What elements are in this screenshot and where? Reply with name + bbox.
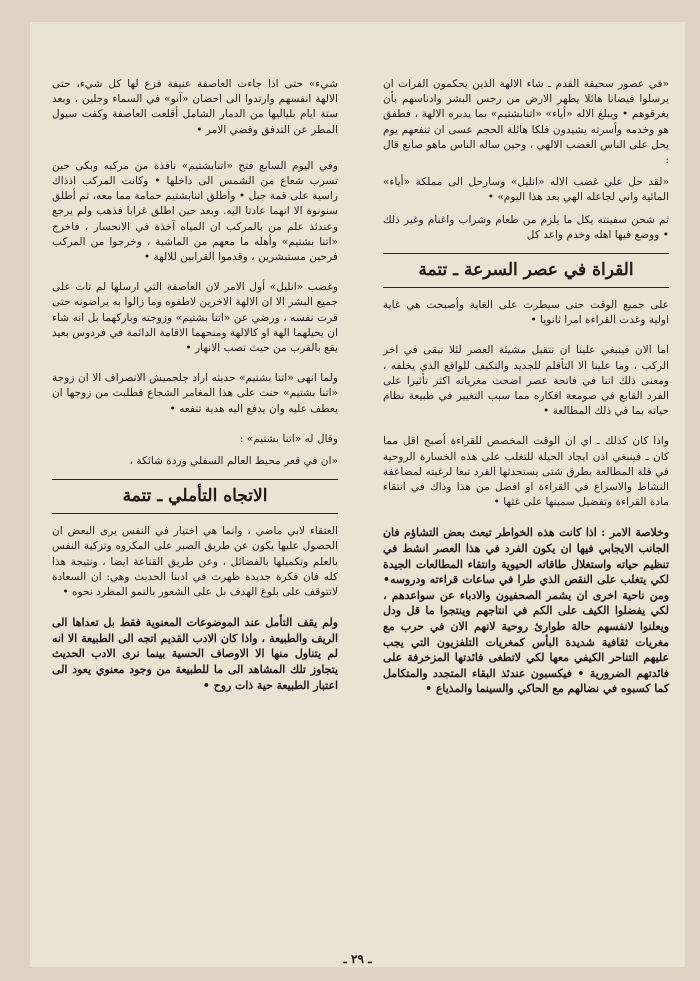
left-paragraph-bold: ولم يقف التأمل عند الموضوعات المعنوية فقط بل تعداها الى الريف والطبيعة ، واذا كان الادب القديم اتجه الى الطبيعة الا انه لم يتناول منها الا الاوصاف الحسية بينما نرى الادب الحديث يتجاوز تلك المشاهد الى ما للطبيعة من وجود معنوي يعود الى اعتبار الطبيعة حية ذات روح •	[52, 616, 338, 692]
right-paragraph: ثم شحن سفينته بكل ما يلزم من طعام وشراب واغنام وغير ذلك • ووضع فيها اهله وخدم واعد كل	[383, 213, 669, 241]
left-paragraph: وغضب «انليل» أول الامر لان العاصفة التي ارسلها لم تات على جميع البشر الا ان الالهة الاخرين لاطفوه وما زالوا به يراضونه حتى قرت نفسه ، ورضي عن «اتنا بشتيم» وزوجته وباركهما بل انه شاء ان يحيلهما الهة او كالالهة ومنحهما الاقامة الدائمة في فردوس بعيد يقع بالقرب من حيث تصب الانهار •	[52, 281, 338, 355]
right-paragraph: اما الان فينبغي علينا ان نتقبل مشيئة العصر لئلا نبقى في اخر الركب ، وما علينا الا التأقلم للجديد والتكيف للواقع الذي يخلفه ، ومعنى ذلك اننا في فاتحة عصر اضحت مغرياته اكثر تأثيرا على الفرد القابع في صومعة افكاره مما سبب التغيير في طبيعة نظام حياته بما في ذلك المطالعة •	[383, 344, 669, 418]
left-paragraph: «ان في قعر محيط العالم السفلي وردة شائكة ،	[129, 455, 338, 468]
right-column	[383, 77, 669, 702]
left-paragraph: وقال له «اتنا بشتيم» :	[239, 432, 338, 445]
page-number: ـ ٢٩ ـ	[343, 952, 372, 966]
section-heading-reading-speed: القراة في عصر السرعة ـ تتمة	[383, 253, 669, 288]
left-paragraph: شيء» حتى اذا جاءت العاصفة عنيفة فزع لها كل شيء، حتى الالهة انفسهم وارتدوا الى احضان «آنو» في السماء وجلين ، وبعد ستة ايام بلياليها من الدمار الشامل أقلعت العاصفة وكفت سيول المطر عن التدفق وقضي الامر •	[52, 78, 338, 136]
magazine-page	[30, 22, 685, 967]
section-heading-contemplative: الاتجاه التأملي ـ تتمة	[52, 479, 338, 514]
left-paragraph: ولما انهى «اتنا بشتيم» حديثه اراد جلجميش الانصراف الا ان زوجة «اتنا بشتيم» حنت على هذا المغامر الشجاع فطلبت من زوجها ان يعطف عليه وان يدفع اليه هدية تنفعه •	[52, 372, 338, 415]
right-paragraph-conclusion: وخلاصة الامر : اذا كانت هذه الخواطر تبعث بعض التشاؤم فان الجانب الايجابي فيها ان يكون الفرد في هذا العصر انشط في تنظيم حياته واستغلال طاقاته الحيوية وانتقاء المطالعات الجيدة لكي يتغلب على النقص الذي طرا في ساعات قراءته ودروسه• ومن ناحية اخرى ان يشمر الصحفيون والادباء عن سواعدهم ، لكي يفضلوا الكيف على الكم في انتاجهم وينتجوا ما قل ودل ويعلنوا لانفسهم حالة طوارئ روحية لانهم الان في حرب مع مغريات ثقافية شديدة البأس كمغريات التلفزيون التي يجب عليهم التناحر الكيفي معها لكي لاتطغى فائدتها المزخرفة على فائدتهم الضرورية • فيكسبون عندئذ البقاء المتجدد والمتكامل كما كسبوه في نضالهم مع الحاكي والسينما والمذياع •	[383, 526, 669, 696]
right-paragraph: واذا كان كذلك ـ اي ان الوقت المخصص للقراءة أصبح اقل مما كان ـ فينبغي اذن ايجاد الحيلة للتغلب على هذه الخسارة الروحية في قلة المطالعة بطرق شتى يستحدثها الفرد تبعا لرغبته لمضاعفة النشاط والاسراع في القراءة او افضل من هذا وذاك في انتقاء مادة القراءة وتفضيل سمينها على غثها •	[383, 435, 669, 509]
right-paragraph: على جميع الوقت حتى سيطرت على الغاية وأصبحت هي غاية اولية وغدت القراءة امرا ثانويا •	[383, 299, 669, 327]
right-paragraph: «لقد حل علي غضب الاله «انليل» وسارحل الى مملكة «أياء» المائية واني لجاعله الهي بعد هذا اليوم» •	[383, 176, 669, 204]
left-column	[52, 77, 338, 698]
left-paragraph: وفي اليوم السابع فتح «اتنابشتيم» نافذة من مركبه وبكى حين تسرب شعاع من الشمس الى داخلها • وكانت المركب اذذاك راسية على قمة جبل • واطلق اتنابشتيم حمامة مما معه، ثم أطلق سنونوة الا انهما عادتا اليه. وبعد حين اطلق غرابا فذهب ولم يرجع وعندئذ علم من بالمركب ان المياه آخذة في الانحسار ، فاخرج «اتنا بشتيم» وأهله ما معهم من الماشية ، وخرجوا من المركب فرحين مستبشرين ، وقدموا القرابين للالهة •	[52, 159, 338, 264]
left-paragraph: العتقاء لابي ماضي ، وانما هي اختيار في النفس يرى البعض ان الحصول عليها يكون عن طريق الصبر على المكروه وتزكية النفس بالعلم وتكميلها بالفضائل ، وعن طريق القناعة ايضا ، ونتيجة هذا كله فان فكرة جديدة ظهرت في ادبنا الحديث وهي: ان السعادة لاتتوقف على بلوغ الهدف بل على الشعور بالنمو المطرد نحوه •	[52, 525, 338, 599]
right-paragraph: «في عصور سحيقة القدم ـ شاء الالهة الذين يحكمون الفرات ان يرسلوا فيضانا هائلا يطهر الارض من رجس البشر وادناسهم بأن يغرقوهم • ويبلغ الاله «أياء» «اتنابشتيم» بما يدبره الالهة ، فطفق هو وخدمه وأسرته يشيدون فلكا هائلة الحجم عسى ان تنفعهم يوم يحل على الناس الغضب الالهي ، وحين ساله الناس ماهو صانع قال :	[383, 78, 669, 167]
